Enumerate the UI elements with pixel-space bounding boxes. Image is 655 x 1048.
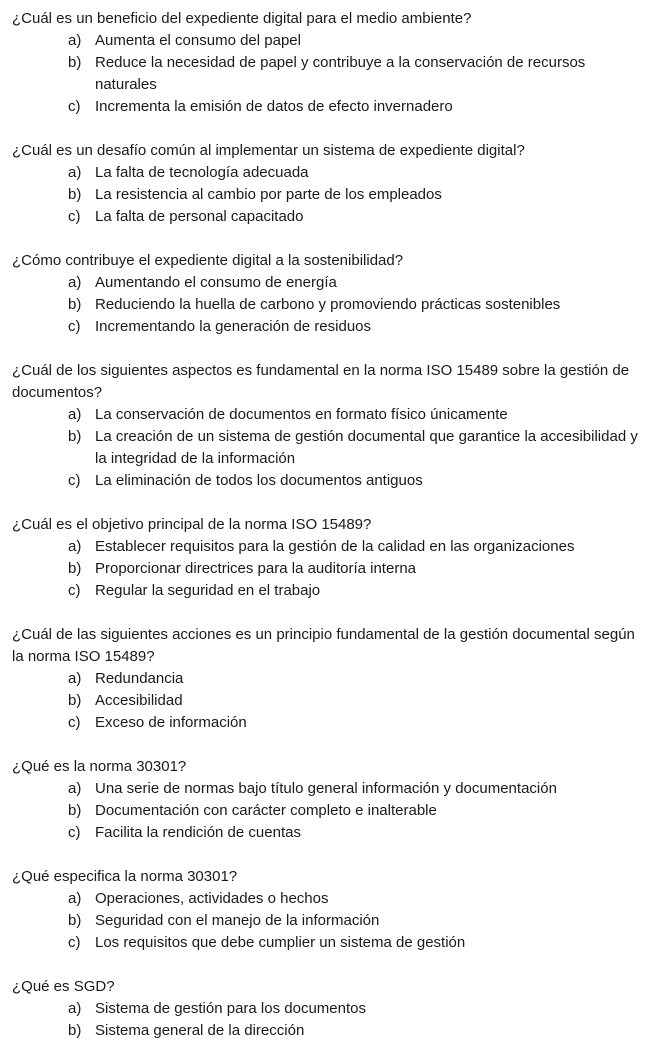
option-letter: b) [68, 54, 82, 71]
question-text: ¿Cómo contribuye el expediente digital a la sostenibilidad? [12, 252, 404, 269]
option-letter: c) [68, 714, 81, 731]
option-letter: c) [68, 934, 81, 951]
option-text: La falta de personal capacitado [95, 208, 304, 225]
option-text: Incrementa la emisión de datos de efecto invernadero [95, 98, 453, 115]
option-item [12, 426, 645, 470]
option-text: Una serie de normas bajo título general información y documentación [95, 780, 557, 797]
question-text: ¿Cuál es el objetivo principal de la norma ISO 15489? [12, 516, 372, 533]
option-item [12, 668, 645, 690]
option-item [12, 162, 645, 184]
question-text: ¿Cuál de las siguientes acciones es un principio fundamental de la gestión documental según la norma ISO 15489? [12, 626, 635, 665]
question-text: ¿Qué es SGD? [12, 978, 115, 995]
option-list [12, 668, 645, 734]
option-text: Aumenta el consumo del papel [95, 32, 301, 49]
question-9 [12, 976, 645, 1042]
option-text: Facilita la rendición de cuentas [95, 824, 301, 841]
option-text: Regular la seguridad en el trabajo [95, 582, 321, 599]
question-7 [12, 756, 645, 844]
option-letter: b) [68, 296, 82, 313]
option-list [12, 162, 645, 228]
option-letter: b) [68, 428, 82, 445]
option-item [12, 998, 645, 1020]
option-item [12, 888, 645, 910]
option-text: La creación de un sistema de gestión documental que garantice la accesibilidad y la integridad de la información [95, 428, 638, 467]
option-letter: b) [68, 560, 82, 577]
option-letter: a) [68, 780, 82, 797]
question-6 [12, 624, 645, 734]
option-item [12, 1020, 645, 1042]
option-letter: a) [68, 670, 82, 687]
option-item [12, 52, 645, 96]
option-list [12, 272, 645, 338]
question-2 [12, 140, 645, 228]
option-item [12, 822, 645, 844]
option-text: Operaciones, actividades o hechos [95, 890, 329, 907]
option-item [12, 404, 645, 426]
option-letter: c) [68, 582, 81, 599]
option-text: Sistema de gestión para los documentos [95, 1000, 366, 1017]
question-8 [12, 866, 645, 954]
option-letter: a) [68, 406, 82, 423]
option-letter: a) [68, 274, 82, 291]
option-item [12, 558, 645, 580]
option-list [12, 404, 645, 492]
option-letter: b) [68, 802, 82, 819]
option-text: Accesibilidad [95, 692, 183, 709]
question-text: ¿Cuál es un beneficio del expediente digital para el medio ambiente? [12, 10, 472, 27]
option-letter: c) [68, 318, 81, 335]
option-list [12, 888, 645, 954]
question-text: ¿Qué es la norma 30301? [12, 758, 187, 775]
option-text: Redundancia [95, 670, 184, 687]
option-text: Aumentando el consumo de energía [95, 274, 337, 291]
option-item [12, 96, 645, 118]
option-list [12, 536, 645, 602]
option-letter: a) [68, 890, 82, 907]
option-letter: a) [68, 32, 82, 49]
option-letter: a) [68, 1000, 82, 1017]
option-text: Seguridad con el manejo de la información [95, 912, 380, 929]
option-item [12, 910, 645, 932]
option-letter: a) [68, 538, 82, 555]
option-item [12, 536, 645, 558]
question-3 [12, 250, 645, 338]
option-letter: b) [68, 186, 82, 203]
option-item [12, 800, 645, 822]
option-text: Los requisitos que debe cumplier un sistema de gestión [95, 934, 466, 951]
question-1 [12, 8, 645, 118]
option-list [12, 30, 645, 118]
option-item [12, 316, 645, 338]
option-text: Sistema general de la dirección [95, 1022, 305, 1039]
option-text: Incrementando la generación de residuos [95, 318, 372, 335]
option-item [12, 294, 645, 316]
option-list [12, 998, 645, 1042]
option-letter: b) [68, 1022, 82, 1039]
option-text: La eliminación de todos los documentos antiguos [95, 472, 423, 489]
option-letter: c) [68, 98, 81, 115]
option-item [12, 712, 645, 734]
option-text: Reduce la necesidad de papel y contribuye a la conservación de recursos naturales [95, 54, 586, 93]
option-item [12, 30, 645, 52]
option-text: Establecer requisitos para la gestión de la calidad en las organizaciones [95, 538, 575, 555]
option-text: La resistencia al cambio por parte de los empleados [95, 186, 442, 203]
option-text: La conservación de documentos en formato físico únicamente [95, 406, 508, 423]
option-text: Reduciendo la huella de carbono y promoviendo prácticas sostenibles [95, 296, 561, 313]
option-item [12, 272, 645, 294]
option-list [12, 778, 645, 844]
option-item [12, 932, 645, 954]
option-letter: c) [68, 824, 81, 841]
option-letter: c) [68, 472, 81, 489]
option-item [12, 690, 645, 712]
option-item [12, 778, 645, 800]
option-letter: b) [68, 912, 82, 929]
option-letter: b) [68, 692, 82, 709]
question-5 [12, 514, 645, 602]
question-text: ¿Cuál es un desafío común al implementar un sistema de expediente digital? [12, 142, 525, 159]
option-text: Documentación con carácter completo e inalterable [95, 802, 437, 819]
question-text: ¿Qué especifica la norma 30301? [12, 868, 238, 885]
option-item [12, 206, 645, 228]
option-text: La falta de tecnología adecuada [95, 164, 309, 181]
option-item [12, 184, 645, 206]
option-letter: c) [68, 208, 81, 225]
option-item [12, 470, 645, 492]
question-text: ¿Cuál de los siguientes aspectos es fundamental en la norma ISO 15489 sobre la gestión de documentos? [12, 362, 630, 401]
option-letter: a) [68, 164, 82, 181]
option-text: Exceso de información [95, 714, 247, 731]
option-text: Proporcionar directrices para la auditoría interna [95, 560, 416, 577]
option-item [12, 580, 645, 602]
question-4 [12, 360, 645, 492]
